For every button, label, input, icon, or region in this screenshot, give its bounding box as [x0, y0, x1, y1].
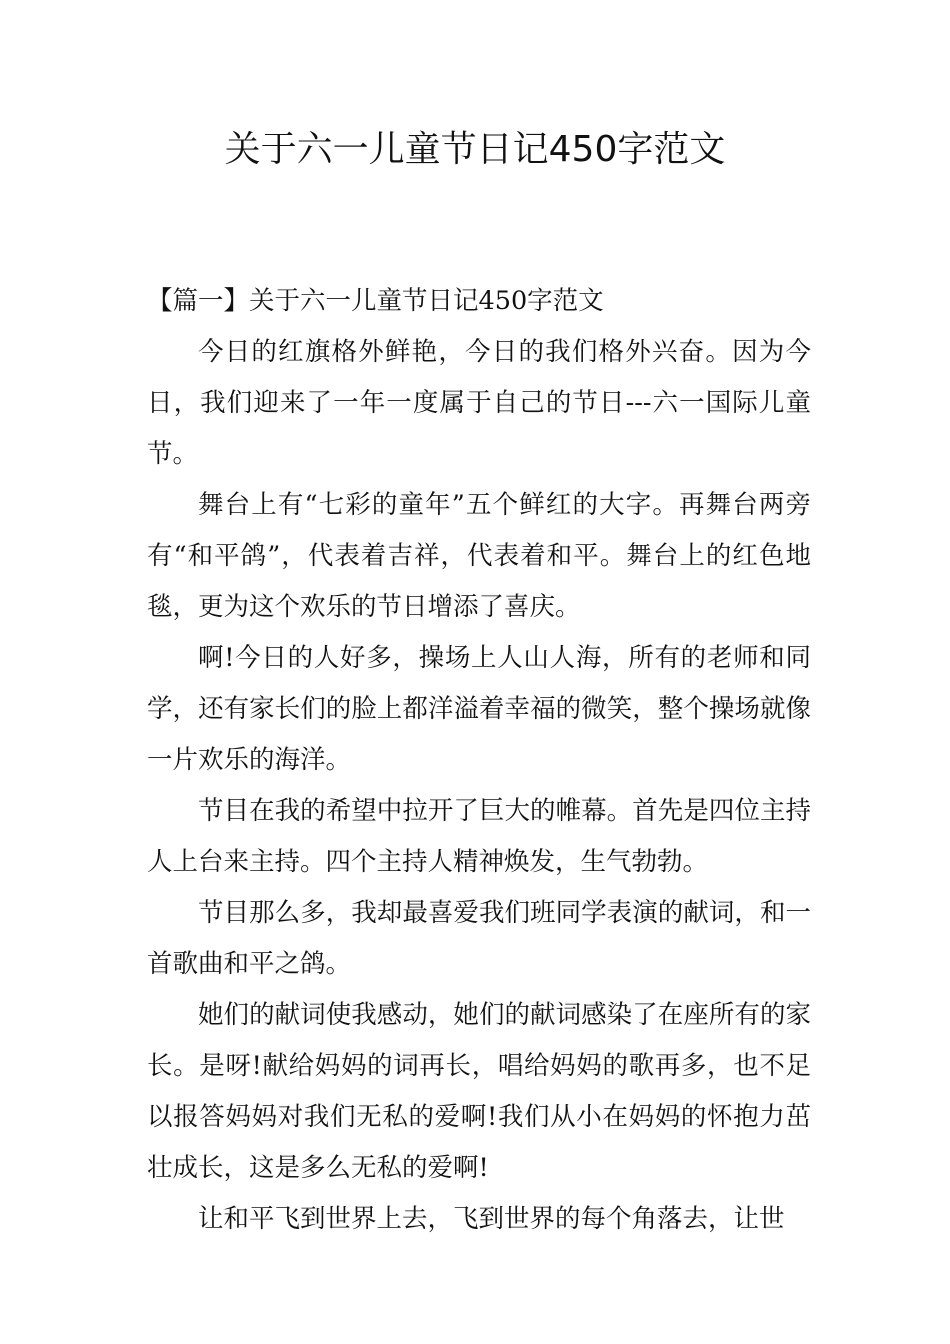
- document-title: 关于六一儿童节日记450字范文: [224, 129, 726, 170]
- section-heading: 【篇一】关于六一儿童节日记450字范文: [147, 286, 604, 316]
- paragraph-3: 啊!今日的人好多，操场上人山人海，所有的老师和同学，还有家长们的脸上都洋溢着幸福的微笑，整个操场就像一片欢乐的海洋。: [147, 643, 811, 775]
- paragraph-5: 节目那么多，我却最喜爱我们班同学表演的献词，和一首歌曲和平之鸽。: [147, 898, 811, 979]
- paragraph-2: 舞台上有“七彩的童年”五个鲜红的大字。再舞台两旁有“和平鸽”，代表着吉祥，代表着和平。舞台上的红色地毯，更为这个欢乐的节日增添了喜庆。: [147, 490, 811, 622]
- paragraph-6: 她们的献词使我感动，她们的献词感染了在座所有的家长。是呀!献给妈妈的词再长，唱给妈妈的歌再多，也不足以报答妈妈对我们无私的爱啊!我们从小在妈妈的怀抱力茁壮成长，这是多么无私的爱啊!: [147, 1000, 811, 1183]
- paragraph-7: 让和平飞到世界上去，飞到世界的每个角落去，让世: [198, 1204, 785, 1234]
- document-body: [147, 276, 811, 1245]
- paragraph-4: 节目在我的希望中拉开了巨大的帷幕。首先是四位主持人上台来主持。四个主持人精神焕发，生气勃勃。: [147, 796, 811, 877]
- paragraph-1: 今日的红旗格外鲜艳，今日的我们格外兴奋。因为今日，我们迎来了一年一度属于自己的节日---六一国际儿童节。: [147, 337, 811, 469]
